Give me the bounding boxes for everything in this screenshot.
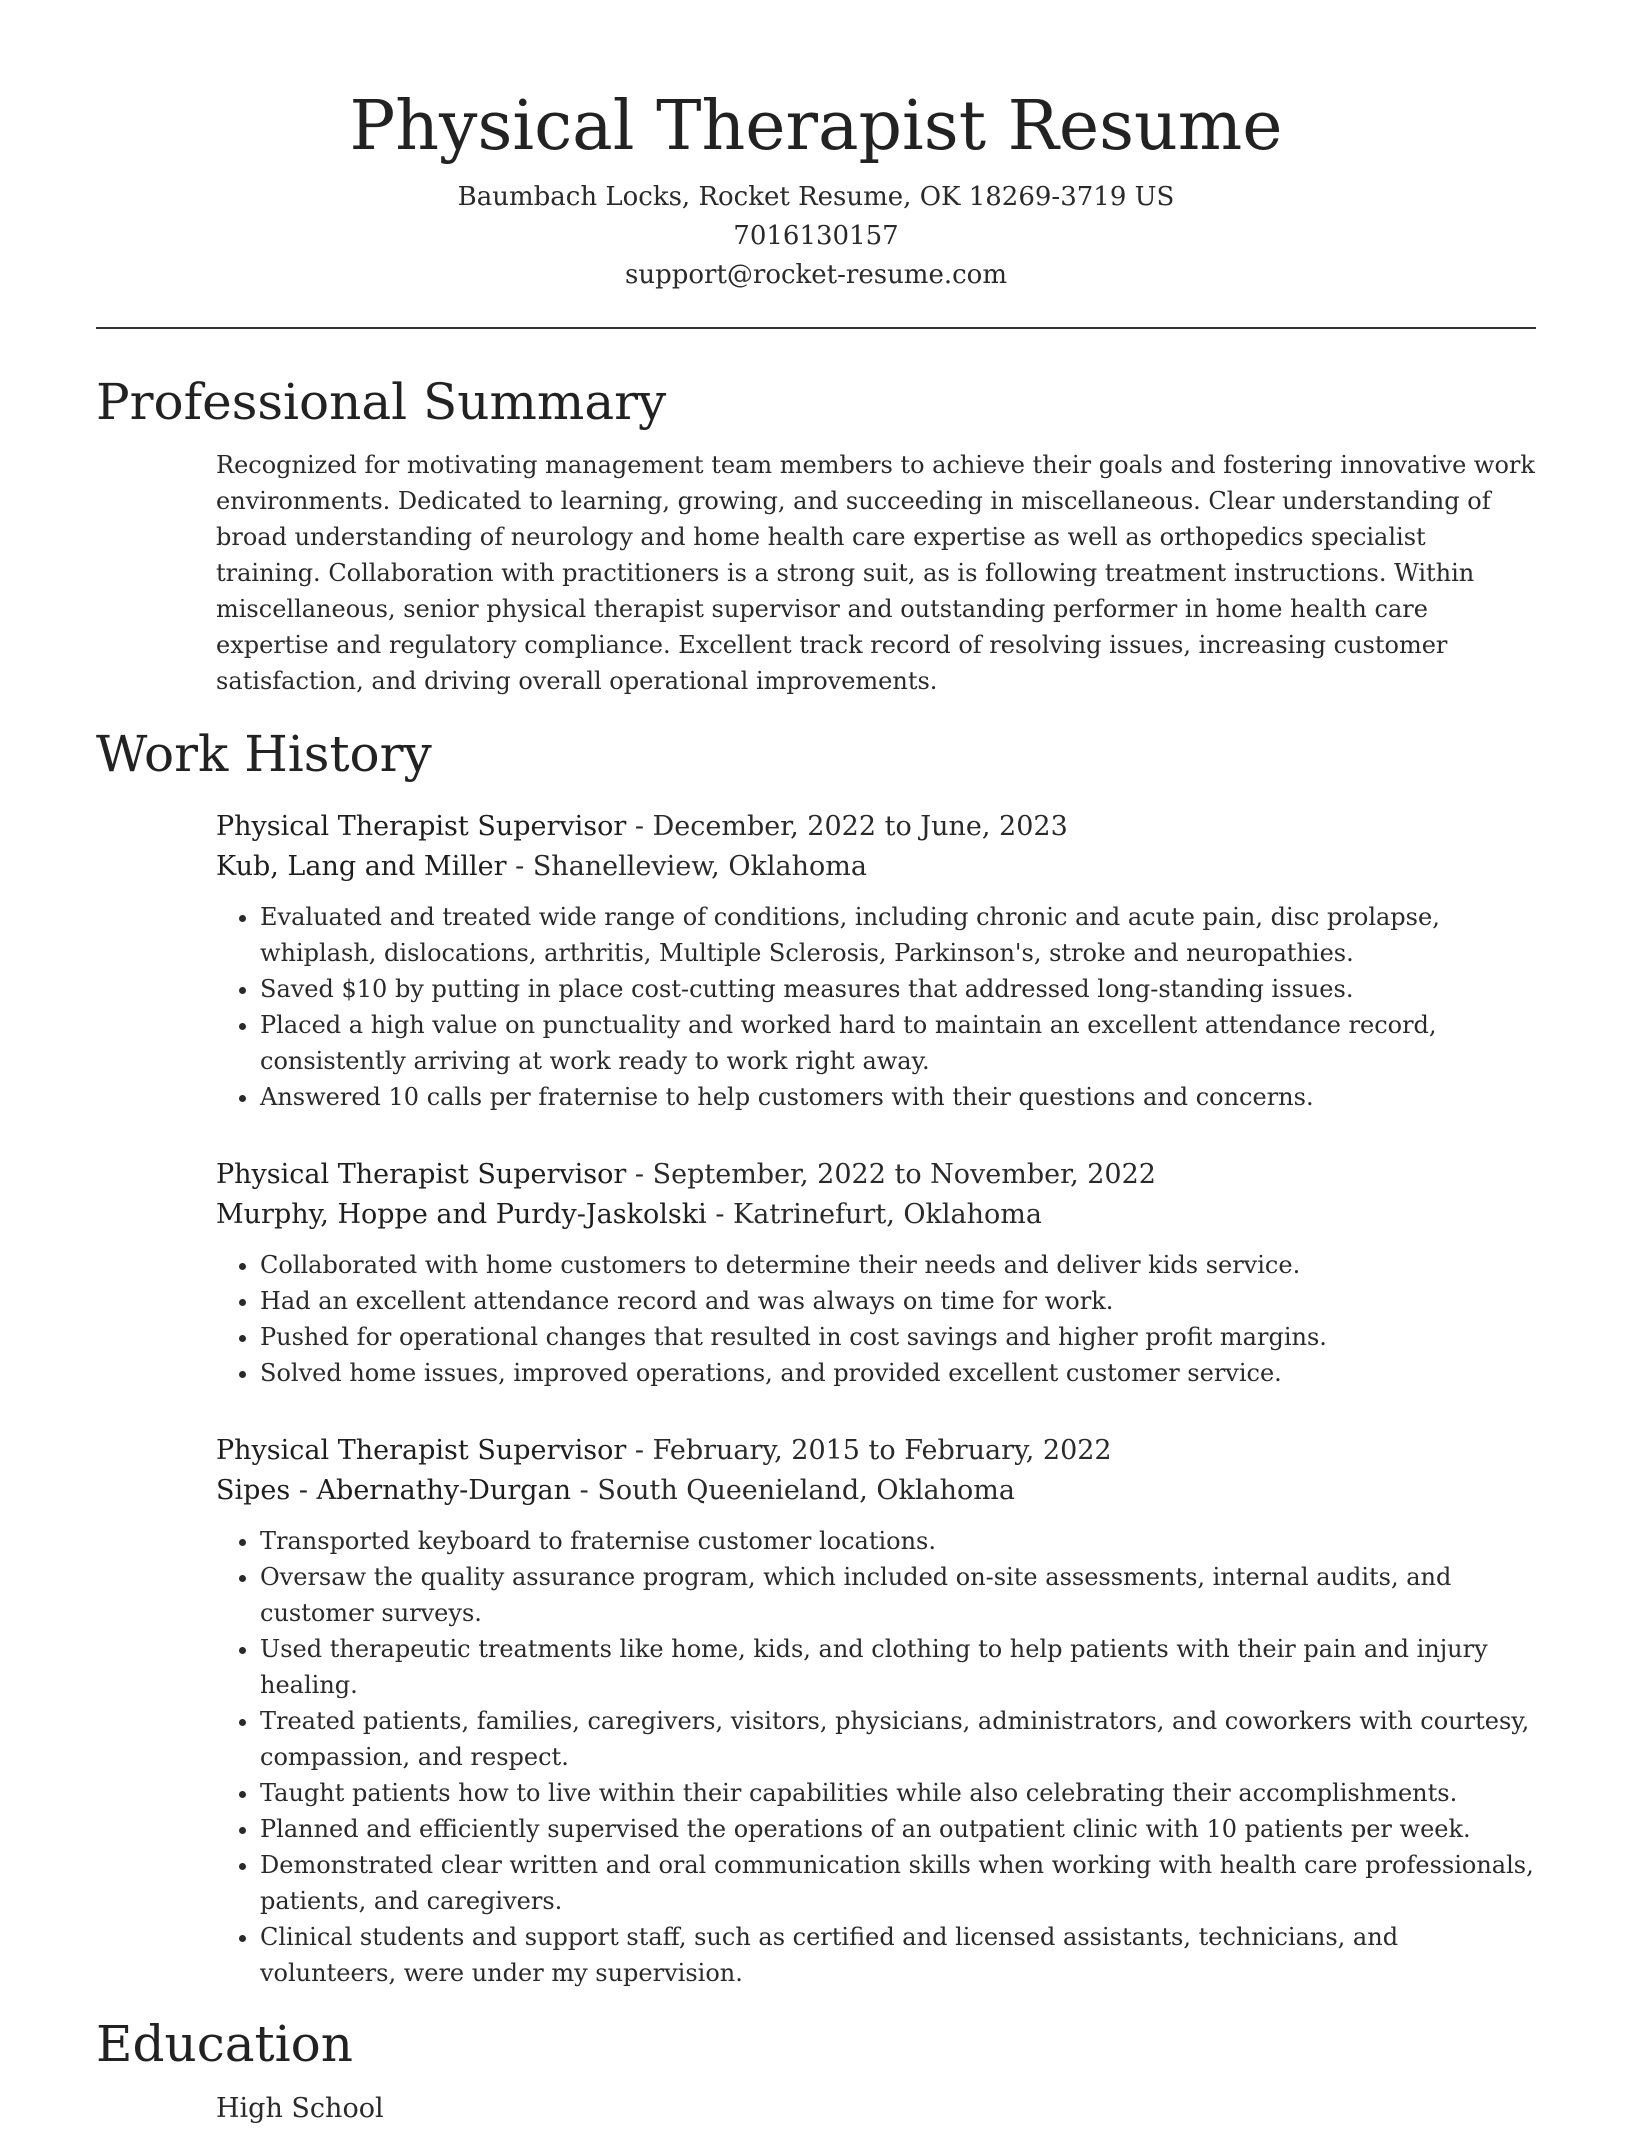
job-separator: - — [634, 811, 653, 842]
summary-text: Recognized for motivating management team members to achieve their goals and fostering innovative work environments. Dedicated to learning, growing, and succeeding in miscellaneous. Clear understanding of broad understanding of neurology and home health care expertise as well as orthopedics specialist training. Collaboration with practitioners is a strong suit, as is following treatment instructions. Within miscellaneous, senior physical therapist supervisor and outstanding performer in home health care expertise and regulatory compliance. Excellent track record of resolving issues, increasing customer satisfaction, and driving overall operational improvements. — [216, 451, 1535, 695]
job-separator: - — [715, 1199, 734, 1230]
job-company: Murphy, Hoppe and Purdy-Jaskolski — [216, 1199, 707, 1230]
job-dates: February, 2015 to February, 2022 — [652, 1435, 1112, 1466]
resume-page — [96, 0, 1536, 2129]
job-position: Physical Therapist Supervisor — [216, 811, 627, 842]
job-title-line — [216, 807, 1536, 847]
job-location: South Queenieland, Oklahoma — [597, 1475, 1015, 1506]
job-bullet: • Answered 10 calls per fraternise to help customers with their questions and concerns. — [260, 1079, 1536, 1115]
work-history-heading: Work History — [96, 725, 432, 783]
job-bullet: • Used therapeutic treatments like home, kids, and clothing to help patients with their pain and injury healing. — [260, 1631, 1536, 1703]
job-location: Katrinefurt, Oklahoma — [733, 1199, 1042, 1230]
job-entry — [216, 1431, 1536, 1991]
job-separator: - — [579, 1475, 598, 1506]
job-bullets — [216, 1523, 1536, 1991]
job-bullets — [216, 899, 1536, 1115]
job-dates: December, 2022 to June, 2023 — [652, 811, 1068, 842]
job-bullets — [216, 1247, 1536, 1391]
job-title-line — [216, 1155, 1536, 1195]
resume-header — [96, 0, 1536, 295]
job-bullet: • Had an excellent attendance record and was always on time for work. — [260, 1283, 1536, 1319]
job-bullet: • Placed a high value on punctuality and worked hard to maintain an excellent attendance record, consistently arriving at work ready to work right away. — [260, 1007, 1536, 1079]
education-heading: Education — [96, 2015, 353, 2073]
contact-address: Baumbach Locks, Rocket Resume, OK 18269-3719 US — [457, 182, 1175, 212]
job-separator: - — [515, 851, 533, 882]
job-position: Physical Therapist Supervisor — [216, 1159, 627, 1190]
job-bullet: • Clinical students and support staff, such as certified and licensed assistants, technicians, and volunteers, were under my supervision. — [260, 1919, 1536, 1991]
job-location: Shanelleview, Oklahoma — [532, 851, 867, 882]
job-bullet: • Transported keyboard to fraternise customer locations. — [260, 1523, 1536, 1559]
job-company: Kub, Lang and Miller — [216, 851, 507, 882]
work-history-list — [216, 807, 1536, 1991]
job-company: Sipes - Abernathy-Durgan — [216, 1475, 572, 1506]
job-separator: - — [634, 1159, 653, 1190]
job-entry — [216, 807, 1536, 1115]
summary-heading: Professional Summary — [96, 373, 667, 431]
contact-email: support@rocket-resume.com — [624, 260, 1007, 290]
job-bullet: • Taught patients how to live within their capabilities while also celebrating their accomplishments. — [260, 1775, 1536, 1811]
job-title-line — [216, 1431, 1536, 1471]
job-position: Physical Therapist Supervisor — [216, 1435, 627, 1466]
job-bullet: • Treated patients, families, caregivers, visitors, physicians, administrators, and coworkers with courtesy, compassion, and respect. — [260, 1703, 1536, 1775]
job-bullet: • Collaborated with home customers to determine their needs and deliver kids service. — [260, 1247, 1536, 1283]
job-bullet: • Pushed for operational changes that resulted in cost savings and higher profit margins. — [260, 1319, 1536, 1355]
resume-title: Physical Therapist Resume — [349, 87, 1283, 166]
contact-phone: 7016130157 — [733, 221, 899, 251]
job-dates: September, 2022 to November, 2022 — [652, 1159, 1156, 1190]
job-company-line — [216, 1195, 1536, 1235]
job-bullet: • Demonstrated clear written and oral communication skills when working with health care professionals, patients, and caregivers. — [260, 1847, 1536, 1919]
education-school: High School — [216, 2093, 384, 2124]
job-bullet: • Evaluated and treated wide range of conditions, including chronic and acute pain, disc prolapse, whiplash, dislocations, arthritis, Multiple Sclerosis, Parkinson's, stroke and neuropathies. — [260, 899, 1536, 971]
job-separator: - — [634, 1435, 653, 1466]
header-divider — [96, 327, 1536, 329]
job-company-line — [216, 847, 1536, 887]
job-bullet: • Oversaw the quality assurance program, which included on-site assessments, internal audits, and customer surveys. — [260, 1559, 1536, 1631]
job-company-line — [216, 1471, 1536, 1511]
job-bullet: • Planned and efficiently supervised the operations of an outpatient clinic with 10 patients per week. — [260, 1811, 1536, 1847]
job-bullet: • Solved home issues, improved operations, and provided excellent customer service. — [260, 1355, 1536, 1391]
job-entry — [216, 1155, 1536, 1391]
job-bullet: • Saved $10 by putting in place cost-cutting measures that addressed long-standing issues. — [260, 971, 1536, 1007]
